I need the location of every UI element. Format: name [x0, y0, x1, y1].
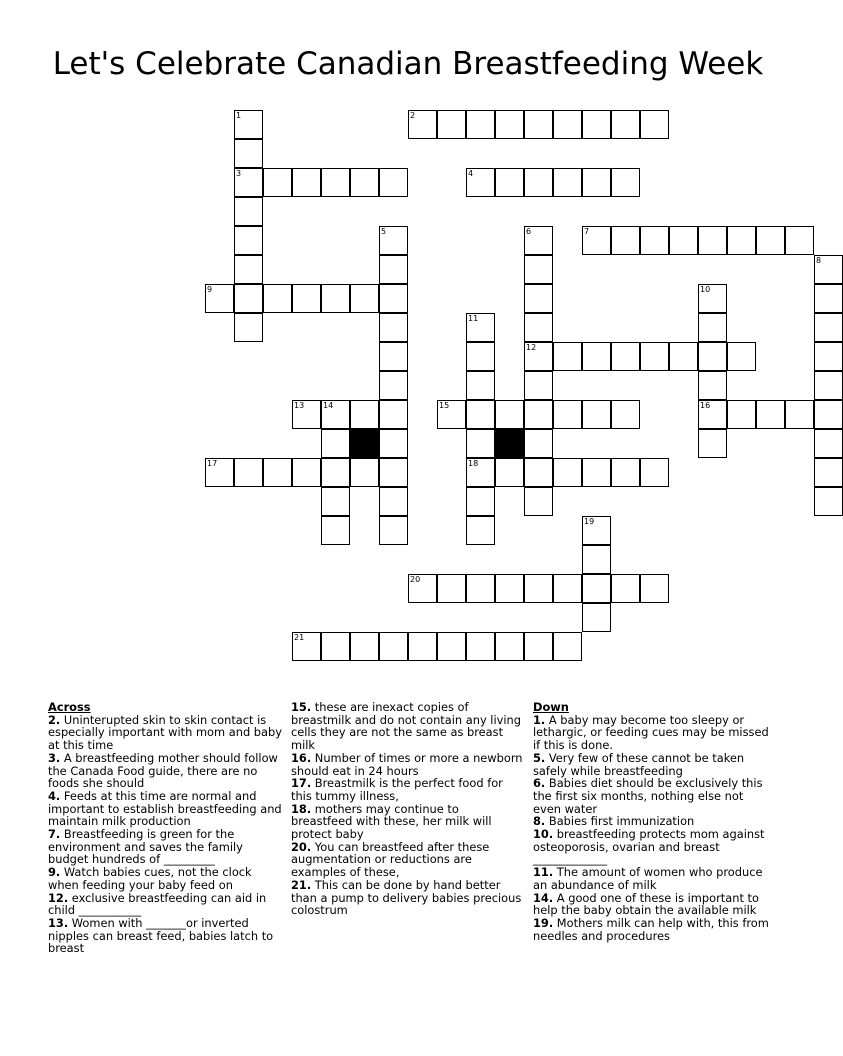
grid-cell[interactable]: [205, 284, 234, 313]
clue: [533, 866, 771, 891]
clue-text: The amount of women who produce an abundance of milk: [533, 865, 763, 892]
grid-cell[interactable]: [785, 226, 814, 255]
grid-cell[interactable]: [234, 197, 263, 226]
grid-cell[interactable]: [524, 574, 553, 603]
clue-number: 4: [468, 169, 474, 178]
grid-cell[interactable]: [379, 429, 408, 458]
grid-block: [350, 429, 379, 458]
grid-cell[interactable]: [379, 516, 408, 545]
grid-cell[interactable]: [495, 574, 524, 603]
grid-cell[interactable]: [379, 226, 408, 255]
clue-number: 9.: [48, 865, 61, 880]
grid-cell[interactable]: [582, 168, 611, 197]
grid-cell[interactable]: [466, 313, 495, 342]
grid-cell[interactable]: [727, 400, 756, 429]
grid-cell[interactable]: [785, 400, 814, 429]
clue: [48, 828, 284, 866]
grid-cell[interactable]: [582, 516, 611, 545]
down-clues-column: [533, 701, 771, 942]
clue-text: A baby may become too sleepy or lethargic, or feeding cues may be missed if this is done.: [533, 712, 769, 753]
grid-cell[interactable]: [321, 429, 350, 458]
clue: [48, 917, 284, 955]
grid-cell[interactable]: [321, 400, 350, 429]
clue: [533, 752, 771, 777]
clue-text: these are inexact copies of breastmilk and do not contain any living cells they are not the same as breast milk: [291, 700, 521, 753]
grid-cell[interactable]: [321, 632, 350, 661]
clue-number: 20: [410, 575, 421, 584]
clue-number: 17.: [291, 776, 312, 791]
grid-cell[interactable]: [611, 574, 640, 603]
clue-number: 18: [468, 459, 479, 468]
grid-cell[interactable]: [640, 458, 669, 487]
grid-cell[interactable]: [814, 371, 843, 400]
clue-number: 10: [700, 285, 711, 294]
grid-cell[interactable]: [234, 110, 263, 139]
clue-number: 16: [700, 401, 711, 410]
clue: [48, 892, 284, 917]
grid-cell[interactable]: [234, 226, 263, 255]
grid-cell[interactable]: [437, 110, 466, 139]
clue-text: exclusive breastfeeding can aid in child ___________: [48, 890, 267, 918]
clue: [533, 892, 771, 917]
grid-cell[interactable]: [669, 342, 698, 371]
grid-cell[interactable]: [814, 487, 843, 516]
clue-number: 8.: [533, 814, 546, 829]
across-clues-column-1: [48, 701, 284, 955]
clue-number: 19: [584, 517, 595, 526]
grid-cell[interactable]: [466, 487, 495, 516]
clue: [291, 803, 523, 841]
clue-number: 21.: [291, 877, 312, 892]
clue-number: 11.: [533, 865, 554, 880]
grid-block: [495, 429, 524, 458]
grid-cell[interactable]: [698, 342, 727, 371]
grid-cell[interactable]: [234, 458, 263, 487]
grid-cell[interactable]: [524, 371, 553, 400]
grid-cell[interactable]: [466, 371, 495, 400]
grid-cell[interactable]: [234, 313, 263, 342]
grid-cell[interactable]: [495, 110, 524, 139]
grid-cell[interactable]: [379, 313, 408, 342]
clue-text: A breastfeeding mother should follow the Canada Food guide, there are no foods she should: [48, 750, 278, 791]
clue-number: 10.: [533, 827, 554, 842]
clue: [533, 714, 771, 752]
grid-cell[interactable]: [466, 458, 495, 487]
grid-cell[interactable]: [582, 110, 611, 139]
clue: [291, 701, 523, 752]
grid-cell[interactable]: [379, 342, 408, 371]
clue-text: A good one of these is important to help the baby obtain the available milk: [533, 890, 759, 918]
clue-text: Uninterupted skin to skin contact is especially important with mom and baby at this time: [48, 712, 282, 753]
clue-number: 12: [526, 343, 537, 352]
grid-cell[interactable]: [524, 255, 553, 284]
clue-number: 21: [294, 633, 305, 642]
grid-cell[interactable]: [292, 168, 321, 197]
grid-cell[interactable]: [379, 284, 408, 313]
clue: [48, 752, 284, 790]
grid-cell[interactable]: [350, 400, 379, 429]
grid-cell[interactable]: [727, 226, 756, 255]
grid-cell[interactable]: [814, 284, 843, 313]
grid-cell[interactable]: [611, 226, 640, 255]
clue: [291, 777, 523, 802]
clue: [533, 828, 771, 866]
clue-number: 13: [294, 401, 305, 410]
across-clues-column-2: [291, 701, 523, 917]
grid-cell[interactable]: [350, 284, 379, 313]
grid-cell[interactable]: [611, 400, 640, 429]
grid-cell[interactable]: [263, 168, 292, 197]
grid-cell[interactable]: [814, 400, 843, 429]
clue-number: 15: [439, 401, 450, 410]
grid-cell[interactable]: [524, 458, 553, 487]
grid-cell[interactable]: [553, 342, 582, 371]
grid-cell[interactable]: [408, 574, 437, 603]
clue-number: 11: [468, 314, 479, 323]
clue-text: Number of times or more a newborn should eat in 24 hours: [291, 750, 523, 778]
clue-text: Watch babies cues, not the clock when feeding your baby feed on: [48, 865, 252, 892]
grid-cell[interactable]: [640, 110, 669, 139]
grid-cell[interactable]: [640, 574, 669, 603]
grid-cell[interactable]: [437, 400, 466, 429]
clue-text: Babies first immunization: [545, 814, 695, 829]
clue-text: Feeds at this time are normal and important to establish breastfeeding and maintain milk production: [48, 788, 282, 829]
grid-cell[interactable]: [814, 255, 843, 284]
clue-number: 15.: [291, 700, 312, 714]
grid-cell[interactable]: [582, 603, 611, 632]
grid-cell[interactable]: [698, 284, 727, 313]
grid-cell[interactable]: [698, 400, 727, 429]
grid-cell[interactable]: [379, 400, 408, 429]
grid-cell[interactable]: [524, 632, 553, 661]
grid-cell[interactable]: [756, 226, 785, 255]
grid-cell[interactable]: [553, 400, 582, 429]
grid-cell[interactable]: [524, 226, 553, 255]
grid-cell[interactable]: [553, 574, 582, 603]
grid-cell[interactable]: [553, 632, 582, 661]
grid-cell[interactable]: [321, 284, 350, 313]
clue-number: 7: [584, 227, 590, 236]
clue: [291, 841, 523, 879]
clue-text: mothers may continue to breastfeed with these, her milk will protect baby: [291, 801, 492, 842]
grid-cell[interactable]: [408, 110, 437, 139]
grid-cell[interactable]: [292, 284, 321, 313]
grid-cell[interactable]: [466, 110, 495, 139]
grid-cell[interactable]: [321, 458, 350, 487]
clue-number: 9: [207, 285, 213, 294]
clue: [48, 790, 284, 828]
clue-number: 16.: [291, 750, 312, 765]
clue-number: 4.: [48, 788, 61, 803]
grid-cell[interactable]: [350, 168, 379, 197]
clue: [48, 866, 284, 891]
clue-number: 5.: [533, 750, 546, 765]
grid-cell[interactable]: [524, 429, 553, 458]
grid-cell[interactable]: [263, 458, 292, 487]
clue-number: 19.: [533, 915, 554, 930]
clue-number: 7.: [48, 827, 61, 842]
grid-cell[interactable]: [698, 226, 727, 255]
grid-cell[interactable]: [582, 226, 611, 255]
clue-number: 13.: [48, 915, 69, 930]
grid-cell[interactable]: [263, 284, 292, 313]
grid-cell[interactable]: [379, 168, 408, 197]
grid-cell[interactable]: [524, 400, 553, 429]
clue-number: 1.: [533, 712, 546, 727]
grid-cell[interactable]: [350, 458, 379, 487]
clue-number: 2.: [48, 712, 61, 727]
grid-cell[interactable]: [379, 487, 408, 516]
grid-cell[interactable]: [321, 516, 350, 545]
grid-cell[interactable]: [466, 342, 495, 371]
grid-cell[interactable]: [379, 255, 408, 284]
clue: [48, 714, 284, 752]
grid-cell[interactable]: [379, 632, 408, 661]
grid-cell[interactable]: [437, 574, 466, 603]
grid-cell[interactable]: [727, 342, 756, 371]
grid-cell[interactable]: [611, 168, 640, 197]
grid-cell[interactable]: [379, 458, 408, 487]
grid-cell[interactable]: [669, 226, 698, 255]
grid-cell[interactable]: [234, 168, 263, 197]
grid-cell[interactable]: [466, 516, 495, 545]
clue: [533, 777, 771, 815]
clue-number: 14.: [533, 890, 554, 905]
clue-number: 1: [236, 111, 242, 120]
grid-cell[interactable]: [756, 400, 785, 429]
across-heading: Across: [48, 700, 91, 714]
grid-cell[interactable]: [408, 632, 437, 661]
grid-cell[interactable]: [582, 342, 611, 371]
clue-text: breastfeeding protects mom against osteoporosis, ovarian and breast _____________: [533, 827, 765, 867]
grid-cell[interactable]: [524, 284, 553, 313]
clue: [291, 752, 523, 777]
grid-cell[interactable]: [524, 110, 553, 139]
grid-cell[interactable]: [582, 400, 611, 429]
grid-cell[interactable]: [495, 458, 524, 487]
grid-cell[interactable]: [350, 632, 379, 661]
grid-cell[interactable]: [582, 574, 611, 603]
grid-cell[interactable]: [640, 226, 669, 255]
clue-number: 8: [816, 256, 822, 265]
grid-cell[interactable]: [698, 371, 727, 400]
clue-text: Breastmilk is the perfect food for this tummy illness,: [291, 776, 503, 803]
grid-cell[interactable]: [553, 458, 582, 487]
grid-cell[interactable]: [234, 284, 263, 313]
grid-cell[interactable]: [466, 429, 495, 458]
grid-cell[interactable]: [292, 632, 321, 661]
clue-number: 14: [323, 401, 334, 410]
grid-cell[interactable]: [814, 458, 843, 487]
grid-cell[interactable]: [524, 342, 553, 371]
clue-text: Breastfeeding is green for the environment and saves the family budget hundreds of _________: [48, 827, 243, 867]
page-title: Let's Celebrate Canadian Breastfeeding Week: [52, 46, 764, 82]
grid-cell[interactable]: [495, 632, 524, 661]
grid-cell[interactable]: [437, 632, 466, 661]
grid-cell[interactable]: [234, 139, 263, 168]
grid-cell[interactable]: [495, 168, 524, 197]
grid-cell[interactable]: [234, 255, 263, 284]
grid-cell[interactable]: [814, 429, 843, 458]
grid-cell[interactable]: [466, 400, 495, 429]
grid-cell[interactable]: [611, 110, 640, 139]
grid-cell[interactable]: [495, 400, 524, 429]
grid-cell[interactable]: [524, 168, 553, 197]
clue-number: 3: [236, 169, 242, 178]
clue-number: 5: [381, 227, 387, 236]
clue-text: Mothers milk can help with, this from needles and procedures: [533, 915, 769, 943]
grid-cell[interactable]: [524, 313, 553, 342]
clue-text: This can be done by hand better than a pump to delivery babies precious colostrum: [291, 877, 522, 918]
clue-number: 2: [410, 111, 416, 120]
grid-cell[interactable]: [698, 313, 727, 342]
clue-text: You can breastfeed after these augmentation or reductions are examples of these,: [291, 839, 490, 880]
clue-text: Very few of these cannot be taken safely while breastfeeding: [533, 750, 745, 778]
grid-cell[interactable]: [553, 110, 582, 139]
clue-number: 12.: [48, 890, 69, 905]
clue-text: Babies diet should be exclusively this the first six months, nothing else not even water: [533, 776, 763, 816]
grid-cell[interactable]: [698, 429, 727, 458]
clue-number: 17: [207, 459, 218, 468]
grid-cell[interactable]: [814, 342, 843, 371]
grid-cell[interactable]: [611, 342, 640, 371]
down-heading: Down: [533, 700, 569, 714]
clue-number: 20.: [291, 839, 312, 854]
clue: [291, 879, 523, 917]
grid-cell[interactable]: [205, 458, 234, 487]
grid-cell[interactable]: [466, 168, 495, 197]
clue-number: 6: [526, 227, 532, 236]
grid-cell[interactable]: [553, 168, 582, 197]
grid-cell[interactable]: [582, 545, 611, 574]
clue-text: Women with _______or inverted nipples can breast feed, babies latch to breast: [48, 915, 274, 956]
grid-cell[interactable]: [582, 458, 611, 487]
grid-cell[interactable]: [640, 342, 669, 371]
grid-cell[interactable]: [292, 400, 321, 429]
clue: [533, 917, 771, 942]
clue-number: 3.: [48, 750, 61, 765]
grid-cell[interactable]: [466, 632, 495, 661]
clue-number: 6.: [533, 776, 546, 791]
grid-cell[interactable]: [814, 313, 843, 342]
grid-cell[interactable]: [611, 458, 640, 487]
grid-cell[interactable]: [321, 168, 350, 197]
clue-number: 18.: [291, 801, 312, 816]
grid-cell[interactable]: [379, 371, 408, 400]
grid-cell[interactable]: [524, 487, 553, 516]
grid-cell[interactable]: [292, 458, 321, 487]
grid-cell[interactable]: [321, 487, 350, 516]
grid-cell[interactable]: [466, 574, 495, 603]
